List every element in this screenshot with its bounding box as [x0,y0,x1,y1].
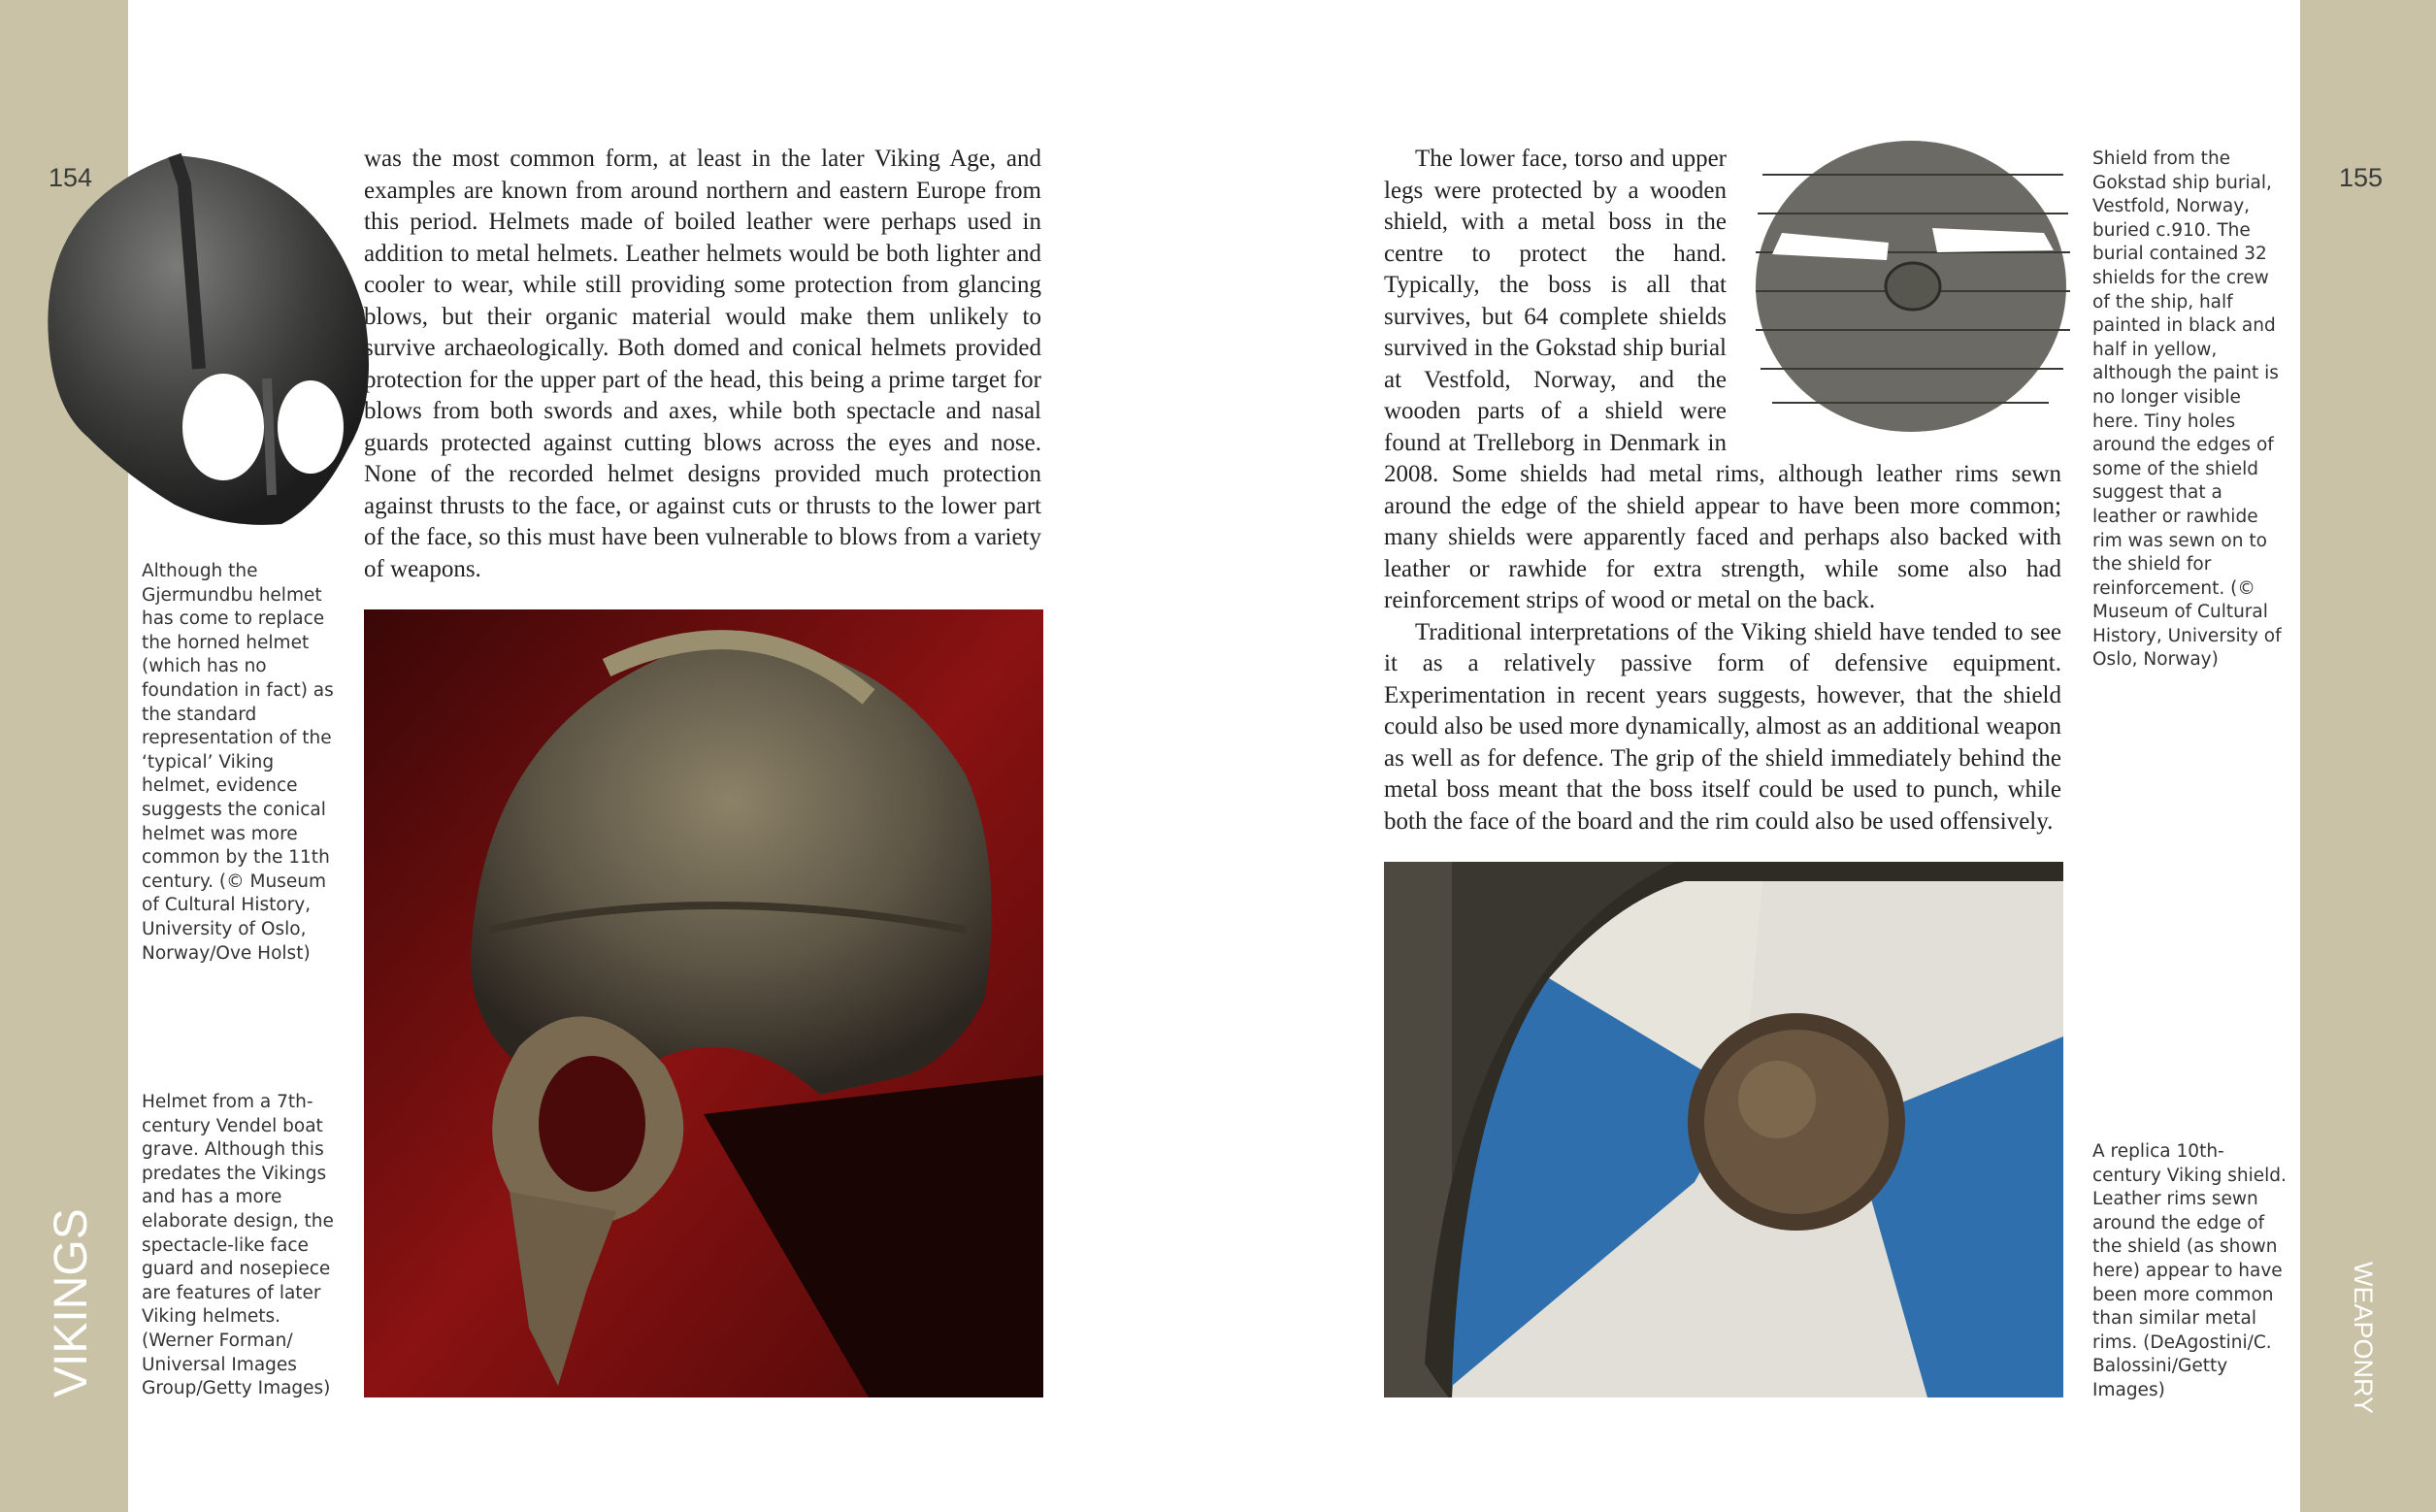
page-number-right: 155 [2339,163,2384,192]
left-body-paragraph: was the most common form, at least in the later Viking Age, and examples are known from around northern and eastern Europe from this period. Helmets made of boiled leather were perhaps used in addition to metal helmets. Leather helmets would be both lighter and cooler to wear, while still providing some protection from glancing blows, but their organic material would make them unlikely to survive archaeologically. Both domed and conical helmets provided protection for the upper part of the head, this being a prime target for blows from both swords and axes, while both spectacle and nasal guards protected against cutting blows across the eyes and nose. None of the recorded helmet designs provided much protection against thrusts to the face, or against cuts or thrusts to the lower part of the face, so this must have been vulnerable to blows from a variety of weapons. [364,146,1041,582]
caption-replica: A replica 10th-century Viking shield. Leather rims sewn around the edge of the shield (as shown here) appear to have been more common than similar metal rims. (DeAgostini/C. Balossini/Getty Images) [2092,1141,2287,1400]
caption-gjermundbu: Although the Gjermundbu helmet has come to replace the horned helmet (which has no foundation in fact) as the standard representation of the ‘typical’ Viking helmet, evidence suggests the conical helmet was more common by the 11th century. (© Museum of Cultural History, University of Oslo, Norway/Ove Holst) [142,561,334,964]
left-body-text [364,144,1041,585]
caption-gokstad: Shield from the Gokstad ship burial, Vestfold, Norway, buried c.910. The burial contained 32 shields for the crew of the ship, half painted in black and half in yellow, although the paint is no longer visible here. Tiny holes around the edges of some of the shield suggest that a leather or rawhide rim was sewn on to the shield for reinforcement. (© Museum of Cultural History, University of Oslo, Norway) [2092,148,2282,671]
running-head-vikings: VIKINGS [46,1208,97,1397]
replica-shield-photo [1384,862,2063,1397]
page-number-left: 154 [49,163,93,192]
vendel-helmet-photo [364,609,1043,1397]
running-head-weaponry: WEAPONRY [2349,1262,2378,1415]
gjermundbu-helmet-image [29,146,379,534]
right-para-2: Traditional interpretations of the Viking shield have tended to see it as a relatively passive form of defensive equipment. Experimentation in recent years suggests, however, that the shield could also be used more dynamically, almost as an additional weapon as well as for defence. The grip of the shield immediately behind the metal boss meant that the boss itself could be used to punch, while both the face of the board and the rim could also be used offensively. [1384,618,2061,835]
caption-vendel: Helmet from a 7th-century Vendel boat grave. Although this predates the Vikings and has a more elaborate design, the spectacle-like face guard and nosepiece are features of later Viking helmets. (Werner Forman/ Universal Images Group/Getty Images) [142,1092,334,1399]
gokstad-shield-image [1753,136,2073,437]
right-para-1: The lower face, torso and upper legs were protected by a wooden shield, with a metal boss in the centre to protect the hand. Typically, the boss is all that survives, but 64 complete shields survived in the Gokstad ship burial at Vestfold, Norway, and the wooden parts of a shield were found at Trelleborg in Denmark in 2008. Some shields had metal rims, although leather rims sewn around the edge of the shield appear to have been more common; many shields were apparently faced and perhaps also backed with leather or rawhide for extra strength, while some also had reinforcement strips of wood or metal on the back. [1384,146,2061,613]
